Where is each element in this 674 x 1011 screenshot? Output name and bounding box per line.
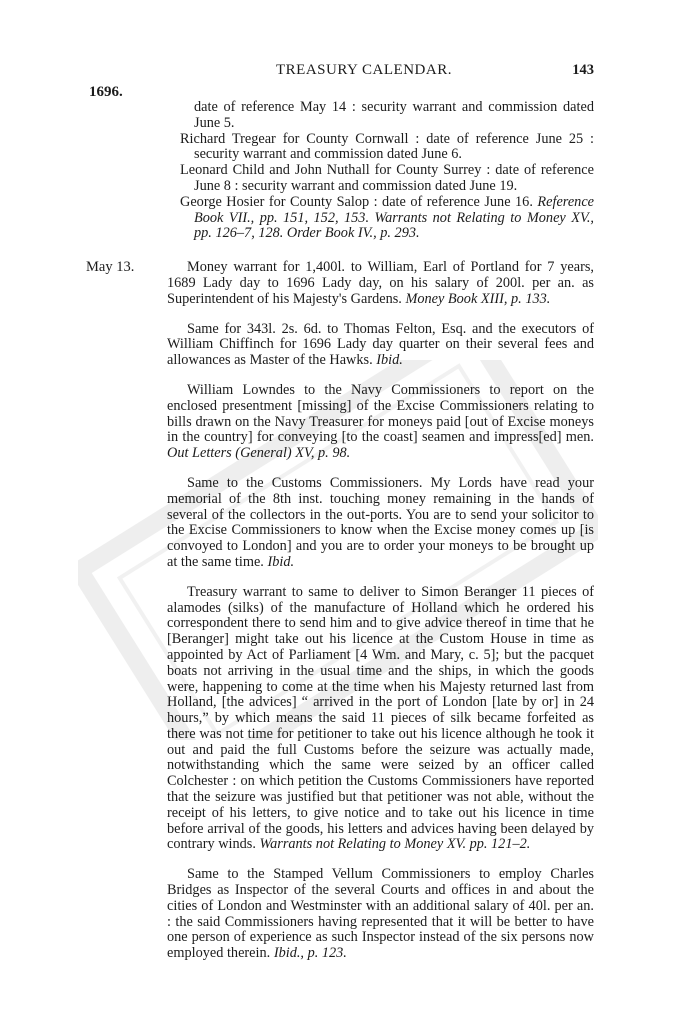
page-body — [0, 100, 674, 962]
year-label: 1696. — [89, 84, 123, 100]
reference-citation: Ibid., p. 123. — [273, 945, 347, 962]
page-header — [0, 62, 674, 84]
running-title: TREASURY CALENDAR. — [276, 62, 452, 78]
calendar-entry — [0, 383, 674, 462]
entry-date: May 13. — [86, 259, 135, 276]
entry-text: Treasury warrant to same to deliver to Simon Beranger 11 pieces of alamodes (silks) of the manufacture of Holland which he ordered his correspondent there to send him and to give advice thereof in time that he [Beranger] might take out his licence at the Custom House in time as appointed by Act of Parliament [4 Wm. and Mary, c. 5]; but the pacquet boats not arriving in the usual time and the ships, in which the goods were, happening to come at the time when his Majesty returned last from Holland, [the advices] “ arrived in the port of London [late by or] in 24 hours,” by which means the said 11 pieces of silk became forfeited as there was not time for petitioner to take out his licence although he took it out and paid the full Customs before the seizure was actually made, notwithstanding which the same were seized by an officer called Colchester : on which petition the Customs Commissioners have reported that the seizure was justified but that petitioner was not able, without the receipt of his letters, to give notice and to take out his licence in time before arrival of the goods, his letters and advices having been delayed by contrary winds. Warrants not Relating to Money XV. pp. 121–2. — [167, 583, 594, 853]
reference-citation: Ibid. — [267, 553, 295, 570]
entry-text: Same for 343l. 2s. 6d. to Thomas Felton, Esq. and the executors of William Chiffinch for 1696 Lady day quarter on their several fees and allowances as Master of the Hawks. Ibid. — [167, 320, 594, 369]
continuation-line: date of reference May 14 : security warrant and commission dated June 5. — [194, 99, 594, 131]
calendar-entry — [0, 867, 674, 962]
reference-citation: Reference Book VII., pp. 151, 152, 153. Warrants not Relating to Money XV., pp. 126–7, 128. Order Book IV., p. 293. — [194, 193, 595, 242]
calendar-entry — [0, 260, 674, 307]
continuation-line: Leonard Child and John Nuthall for County Surrey : date of reference June 8 : security warrant and commission dated June 19. — [180, 162, 594, 194]
reference-citation: Money Book XIII, p. 133. — [405, 290, 551, 307]
continuation-list — [180, 100, 594, 242]
entry-text: Same to the Stamped Vellum Commissioners to employ Charles Bridges as Inspector of the several Courts and offices in and about the cities of London and Westminster with an additional salary of 40l. per an. : the said Commissioners having represented that it will be better to have one person of experience as such Inspector instead of the six persons now employed therein. Ibid., p. 123. — [167, 866, 594, 962]
calendar-entry — [0, 585, 674, 854]
page-number: 143 — [572, 62, 594, 78]
continuation-line: George Hosier for County Salop : date of reference June 16. Reference Book VII., pp. 151, 152, 153. Warrants not Relating to Money XV., pp. 126–7, 128. Order Book IV., p. 293. — [180, 193, 595, 242]
entry-text: Same to the Customs Commissioners. My Lords have read your memorial of the 8th inst. touching money remaining in the hands of several of the collectors in the out-ports. You are to send your solicitor to the Excise Commissioners to know when the Excise money comes up [is convoyed to London] and you are to order your moneys to be brought up at the same time. Ibid. — [167, 474, 594, 570]
entry-text: Money warrant for 1,400l. to William, Earl of Portland for 7 years, 1689 Lady day to 1696 Lady day, on his salary of 200l. per an. as Superintendent of his Majesty's Gardens. Money Book XIII, p. 133. — [167, 259, 594, 307]
calendar-entry — [0, 322, 674, 369]
reference-citation: Warrants not Relating to Money XV. pp. 121–2. — [259, 836, 531, 853]
reference-citation: Out Letters (General) XV, p. 98. — [167, 445, 351, 462]
reference-citation: Ibid. — [376, 352, 403, 369]
calendar-entry — [0, 476, 674, 571]
continuation-line: Richard Tregear for County Cornwall : date of reference June 25 : security warrant and commission dated June 6. — [180, 130, 594, 163]
entry-text: William Lowndes to the Navy Commissioners to report on the enclosed presentment [missing] of the Excise Commissioners relating to bills drawn on the Navy Treasurer for moneys paid [out of Excise moneys in the country] for conveying [to the coast] seamen and impress[ed] men. Out Letters (General) XV, p. 98. — [167, 381, 594, 462]
